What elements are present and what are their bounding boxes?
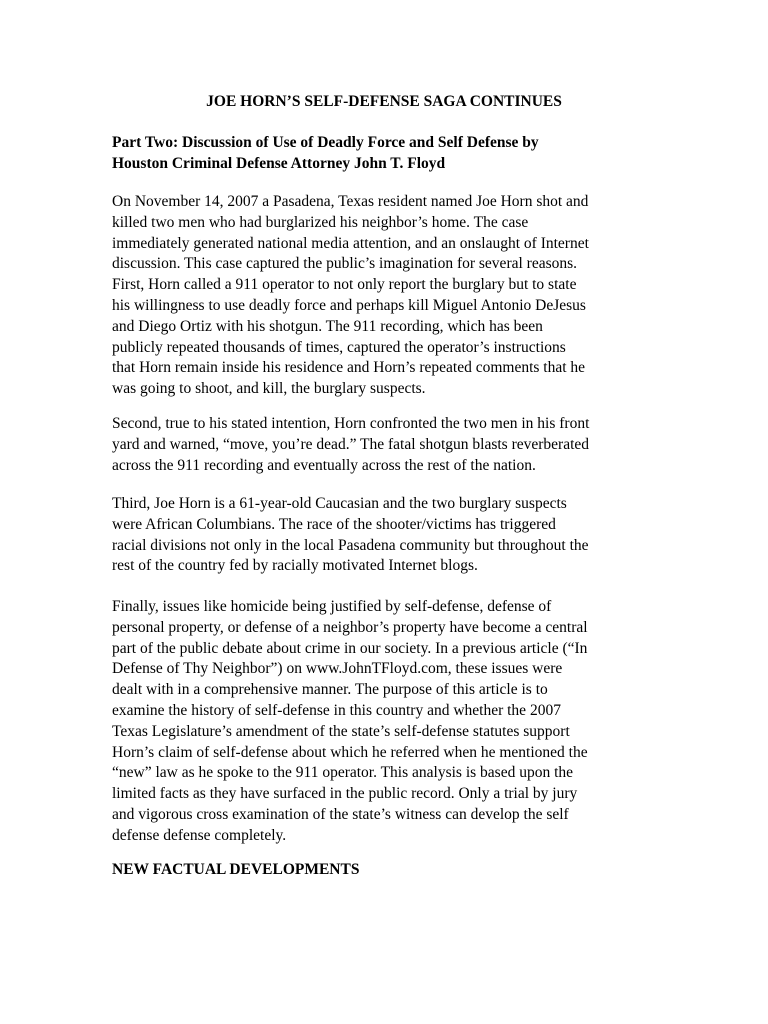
text-line: that Horn remain inside his residence and Horn’s repeated comments that he [112, 359, 586, 377]
text-line: Horn’s claim of self-defense about which he referred when he mentioned the [112, 743, 588, 761]
paragraph-finally [112, 597, 588, 847]
document-title: JOE HORN’S SELF-DEFENSE SAGA CONTINUES [206, 93, 562, 110]
paragraph-third [112, 494, 589, 577]
subtitle-line: Houston Criminal Defense Attorney John T. Floyd [112, 154, 446, 172]
text-line: were African Columbians. The race of the shooter/victims has triggered [112, 515, 556, 533]
text-line: dealt with in a comprehensive manner. The purpose of this article is to [112, 681, 548, 699]
text-line: Texas Legislature’s amendment of the state’s self-defense statutes support [112, 722, 570, 740]
text-line: Finally, issues like homicide being justified by self-defense, defense of [112, 598, 552, 615]
text-line: rest of the country fed by racially motivated Internet blogs. [112, 557, 478, 575]
text-line: examine the history of self-defense in this country and whether the 2007 [112, 701, 561, 719]
text-line: and vigorous cross examination of the state’s witness can develop the self [112, 805, 569, 823]
text-line: across the 911 recording and eventually across the rest of the nation. [112, 456, 536, 474]
text-line: and Diego Ortiz with his shotgun. The 911 recording, which has been [112, 317, 543, 335]
text-line: part of the public debate about crime in our society. In a previous article (“In [112, 639, 588, 657]
text-line: First, Horn called a 911 operator to not only report the burglary but to state [112, 276, 577, 294]
text-line: limited facts as they have surfaced in the public record. Only a trial by jury [112, 785, 578, 803]
text-line: killed two men who had burglarized his neighbor’s home. The case [112, 213, 529, 231]
text-line: Second, true to his stated intention, Horn confronted the two men in his front [112, 415, 590, 432]
text-line: On November 14, 2007 a Pasadena, Texas resident named Joe Horn shot and [112, 193, 589, 210]
text-line: Third, Joe Horn is a 61-year-old Caucasian and the two burglary suspects [112, 495, 567, 512]
text-line: yard and warned, “move, you’re dead.” The fatal shotgun blasts reverberated [112, 435, 590, 453]
text-line: personal property, or defense of a neighbor’s property have become a central [112, 618, 588, 636]
document-subtitle [112, 133, 672, 175]
subtitle-line: Part Two: Discussion of Use of Deadly Force and Self Defense by [112, 134, 539, 151]
text-line: immediately generated national media attention, and an onslaught of Internet [112, 234, 589, 252]
paragraph-intro [112, 192, 589, 400]
text-line: his willingness to use deadly force and perhaps kill Miguel Antonio DeJesus [112, 296, 586, 314]
paragraph-second [112, 414, 589, 476]
text-line: Defense of Thy Neighbor”) on www.JohnTFloyd.com, these issues were [112, 660, 563, 678]
text-line: discussion. This case captured the public’s imagination for several reasons. [112, 255, 578, 273]
text-line: defense defense completely. [112, 826, 287, 844]
text-line: “new” law as he spoke to the 911 operator. This analysis is based upon the [112, 764, 574, 782]
text-line: publicly repeated thousands of times, captured the operator’s instructions [112, 338, 566, 356]
section-heading: NEW FACTUAL DEVELOPMENTS [112, 861, 360, 878]
text-line: racial divisions not only in the local Pasadena community but throughout the [112, 536, 589, 554]
text-line: was going to shoot, and kill, the burglary suspects. [112, 380, 426, 398]
